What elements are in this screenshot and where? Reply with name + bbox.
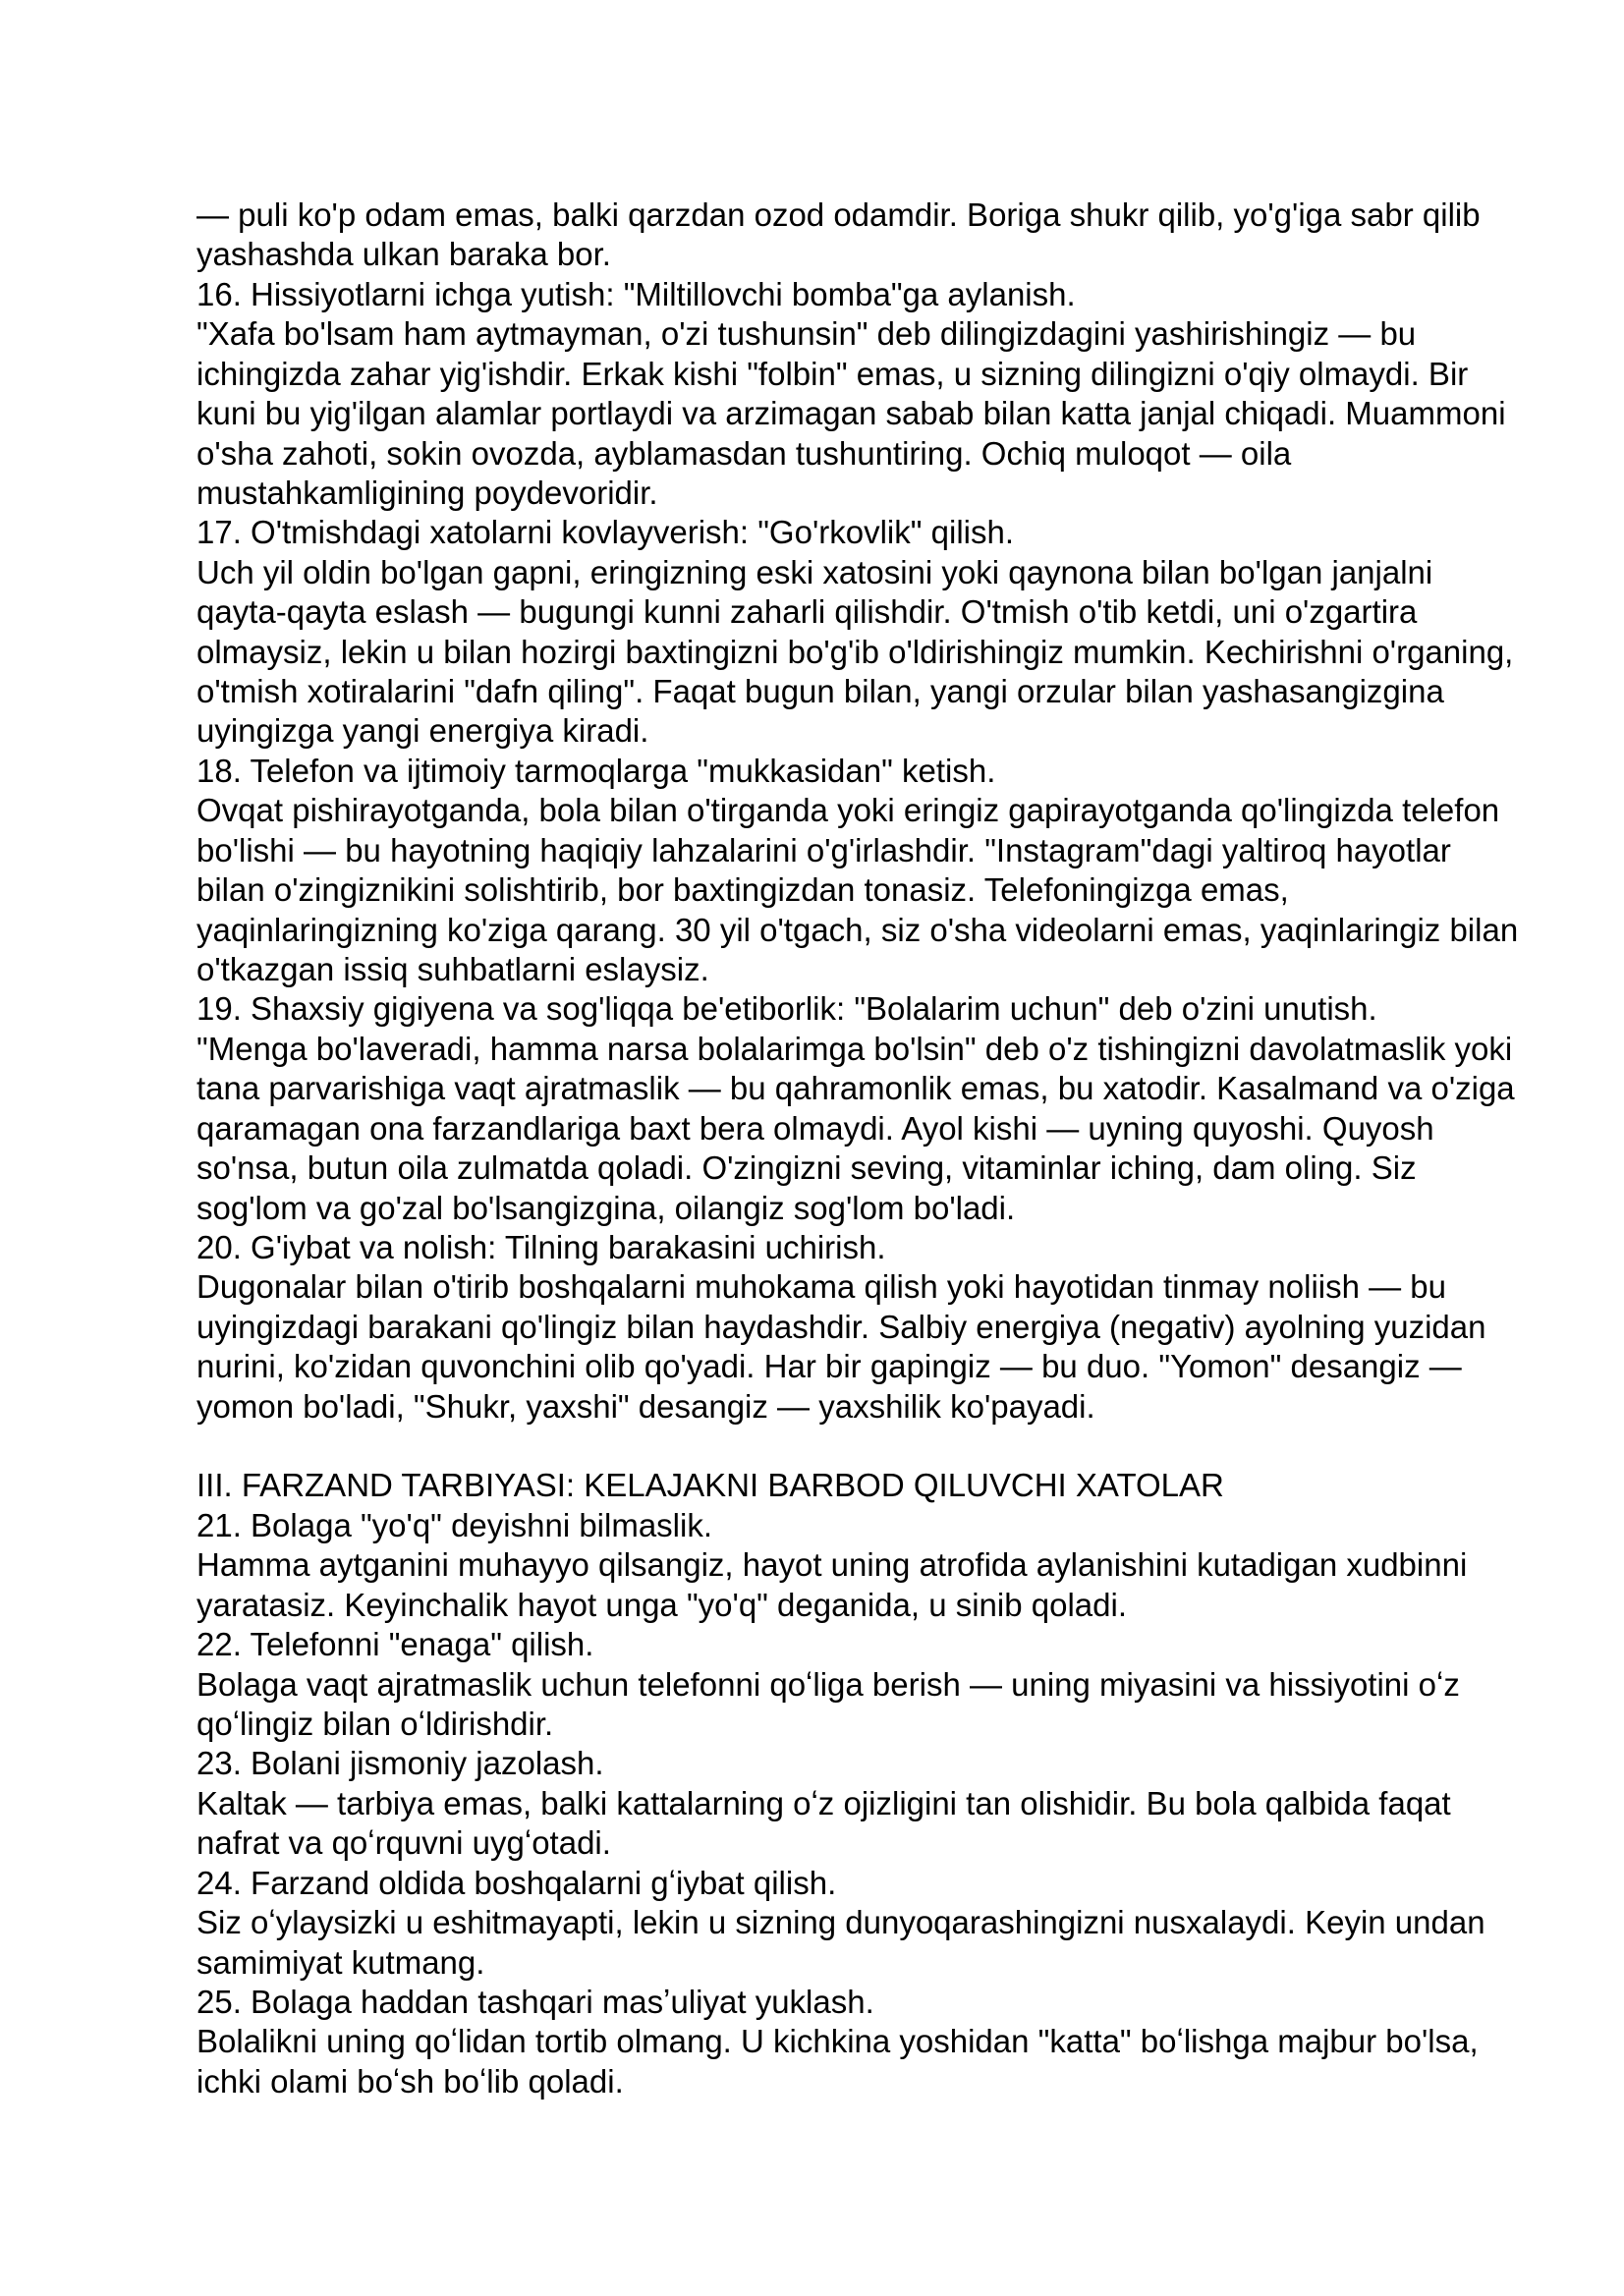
- item-25-title: 25. Bolaga haddan tashqari masʼuliyat yuklash.: [196, 1983, 874, 2020]
- item-19-title: 19. Shaxsiy gigiyena va sog'liqqa be'etiborlik: "Bolalarim uchun" deb o'zini unutish.: [196, 990, 1377, 1028]
- item-21-title: 21. Bolaga "yo'q" deyishni bilmaslik.: [196, 1506, 713, 1543]
- item-16-body-line: o'sha zahoti, sokin ovozda, ayblamasdan tushuntiring. Ochiq muloqot — oila: [196, 434, 1292, 472]
- item-23-title: 23. Bolani jismoniy jazolash.: [196, 1745, 604, 1782]
- item-18-body-line: yaqinlaringizning ko'ziga qarang. 30 yil o'tgach, siz o'sha videolarni emas, yaqinlaringiz bilan: [196, 911, 1519, 948]
- item-16-title: 16. Hissiyotlarni ichga yutish: "Miltillovchi bomba"ga aylanish.: [196, 275, 1076, 312]
- item-18-body-line: bilan o'zingiznikini solishtirib, bor baxtingizdan tonasiz. Telefoningizga emas,: [196, 871, 1289, 909]
- item-18-title: 18. Telefon va ijtimoiy tarmoqlarga "mukkasidan" ketish.: [196, 752, 996, 789]
- item-25-body-line: Bolalikni uning qoʻlidan tortib olmang. U kichkina yoshidan "katta" boʻlishga majbur bo'lsa,: [196, 2023, 1479, 2060]
- item-20-body-line: Dugonalar bilan o'tirib boshqalarni muhokama qilish yoki hayotidan tinmay noliish — bu: [196, 1268, 1446, 1306]
- paragraph-continuation-line: — puli ko'p odam emas, balki qarzdan ozod odamdir. Boriga shukr qilib, yo'g'iga sabr qilib: [196, 196, 1481, 233]
- item-17-body-line: Uch yil oldin bo'lgan gapni, eringizning eski xatosini yoki qaynona bilan bo'lgan janjalni: [196, 553, 1433, 590]
- item-21-body-line: Hamma aytganini muhayyo qilsangiz, hayot uning atrofida aylanishini kutadigan xudbinni: [196, 1546, 1468, 1584]
- item-20-body-line: uyingizdagi barakani qo'lingiz bilan haydashdir. Salbiy energiya (negativ) ayolning yuzidan: [196, 1308, 1486, 1345]
- item-23-body-line: nafrat va qoʻrquvni uygʻotadi.: [196, 1824, 611, 1862]
- item-17-body-line: o'tmish xotiralarini "dafn qiling". Faqat bugun bilan, yangi orzular bilan yashasangizgina: [196, 673, 1444, 710]
- blank-line: [196, 1427, 1434, 1466]
- item-19-body-line: "Menga bo'laveradi, hamma narsa bolalarimga bo'lsin" deb o'z tishingizni davolatmaslik yoki: [196, 1030, 1513, 1067]
- item-19-body-line: sog'lom va go'zal bo'lsangizgina, oilangiz sog'lom bo'ladi.: [196, 1189, 1016, 1226]
- item-18-body-line: Ovqat pishirayotganda, bola bilan o'tirganda yoki eringiz gapirayotganda qo'lingizda telefon: [196, 792, 1500, 829]
- item-19-body-line: so'nsa, butun oila zulmatda qoladi. O'zingizni seving, vitaminlar iching, dam oling. Siz: [196, 1149, 1417, 1187]
- item-17-title: 17. O'tmishdagi xatolarni kovlayverish: "Go'rkovlik" qilish.: [196, 514, 1015, 551]
- item-19-body-line: qaramagan ona farzandlariga baxt bera olmaydi. Ayol kishi — uyning quyoshi. Quyosh: [196, 1109, 1434, 1147]
- item-17-body-line: qayta-qayta eslash — bugungi kunni zaharli qilishdir. O'tmish o'tib ketdi, uni o'zgartira: [196, 593, 1418, 631]
- item-16-body-line: kuni bu yig'ilgan alamlar portlaydi va arzimagan sabab bilan katta janjal chiqadi. Muammoni: [196, 395, 1506, 432]
- item-20-body-line: yomon bo'ladi, "Shukr, yaxshi" desangiz — yaxshilik ko'payadi.: [196, 1387, 1095, 1425]
- item-24-body-line: Siz oʻylaysizki u eshitmayapti, lekin u sizning dunyoqarashingizni nusxalaydi. Keyin undan: [196, 1904, 1485, 1941]
- item-22-body-line: Bolaga vaqt ajratmaslik uchun telefonni qoʻliga berish — uning miyasini va hissiyotini oʻz: [196, 1665, 1460, 1703]
- paragraph-continuation-line: yashashda ulkan baraka bor.: [196, 236, 611, 273]
- item-24-body-line: samimiyat kutmang.: [196, 1943, 485, 1981]
- item-16-body-line: ichingizda zahar yig'ishdir. Erkak kishi "folbin" emas, u sizning dilingizni o'qiy olmaydi. Bir: [196, 355, 1469, 392]
- item-21-body-line: yaratasiz. Keyinchalik hayot unga "yo'q" deganida, u sinib qoladi.: [196, 1586, 1127, 1623]
- item-24-title: 24. Farzand oldida boshqalarni gʻiybat qilish.: [196, 1864, 837, 1901]
- item-20-body-line: nurini, ko'zidan quvonchini olib qo'yadi. Har bir gapingiz — bu duo. "Yomon" desangiz —: [196, 1348, 1462, 1385]
- item-18-body-line: o'tkazgan issiq suhbatlarni eslaysiz.: [196, 951, 709, 988]
- item-20-title: 20. G'iybat va nolish: Tilning barakasini uchirish.: [196, 1228, 886, 1265]
- item-17-body-line: uyingizga yangi energiya kiradi.: [196, 712, 649, 750]
- item-23-body-line: Kaltak — tarbiya emas, balki kattalarning oʻz ojizligini tan olishidir. Bu bola qalbida faqat: [196, 1784, 1451, 1821]
- item-22-title: 22. Telefonni "enaga" qilish.: [196, 1626, 594, 1663]
- item-19-body-line: tana parvarishiga vaqt ajratmaslik — bu qahramonlik emas, bu xatodir. Kasalmand va o'ziga: [196, 1070, 1515, 1107]
- item-22-body-line: qoʻlingiz bilan oʻldirishdir.: [196, 1706, 554, 1743]
- document-text-block: [196, 196, 1519, 2101]
- section-iii-heading: III. FARZAND TARBIYASI: KELAJAKNI BARBOD QILUVCHI XATOLAR: [196, 1467, 1224, 1504]
- item-16-body-line: "Xafa bo'lsam ham aytmayman, o'zi tushunsin" deb dilingizdagini yashirishingiz — bu: [196, 315, 1417, 353]
- item-18-body-line: bo'lishi — bu hayotning haqiqiy lahzalarini o'g'irlashdir. "Instagram"dagi yaltiroq hayotlar: [196, 831, 1451, 868]
- item-25-body-line: ichki olami boʻsh boʻlib qoladi.: [196, 2062, 624, 2100]
- item-16-body-line: mustahkamligining poydevoridir.: [196, 474, 658, 511]
- item-17-body-line: olmaysiz, lekin u bilan hozirgi baxtingizni bo'g'ib o'ldirishingiz mumkin. Kechirishni o'rganing,: [196, 633, 1514, 670]
